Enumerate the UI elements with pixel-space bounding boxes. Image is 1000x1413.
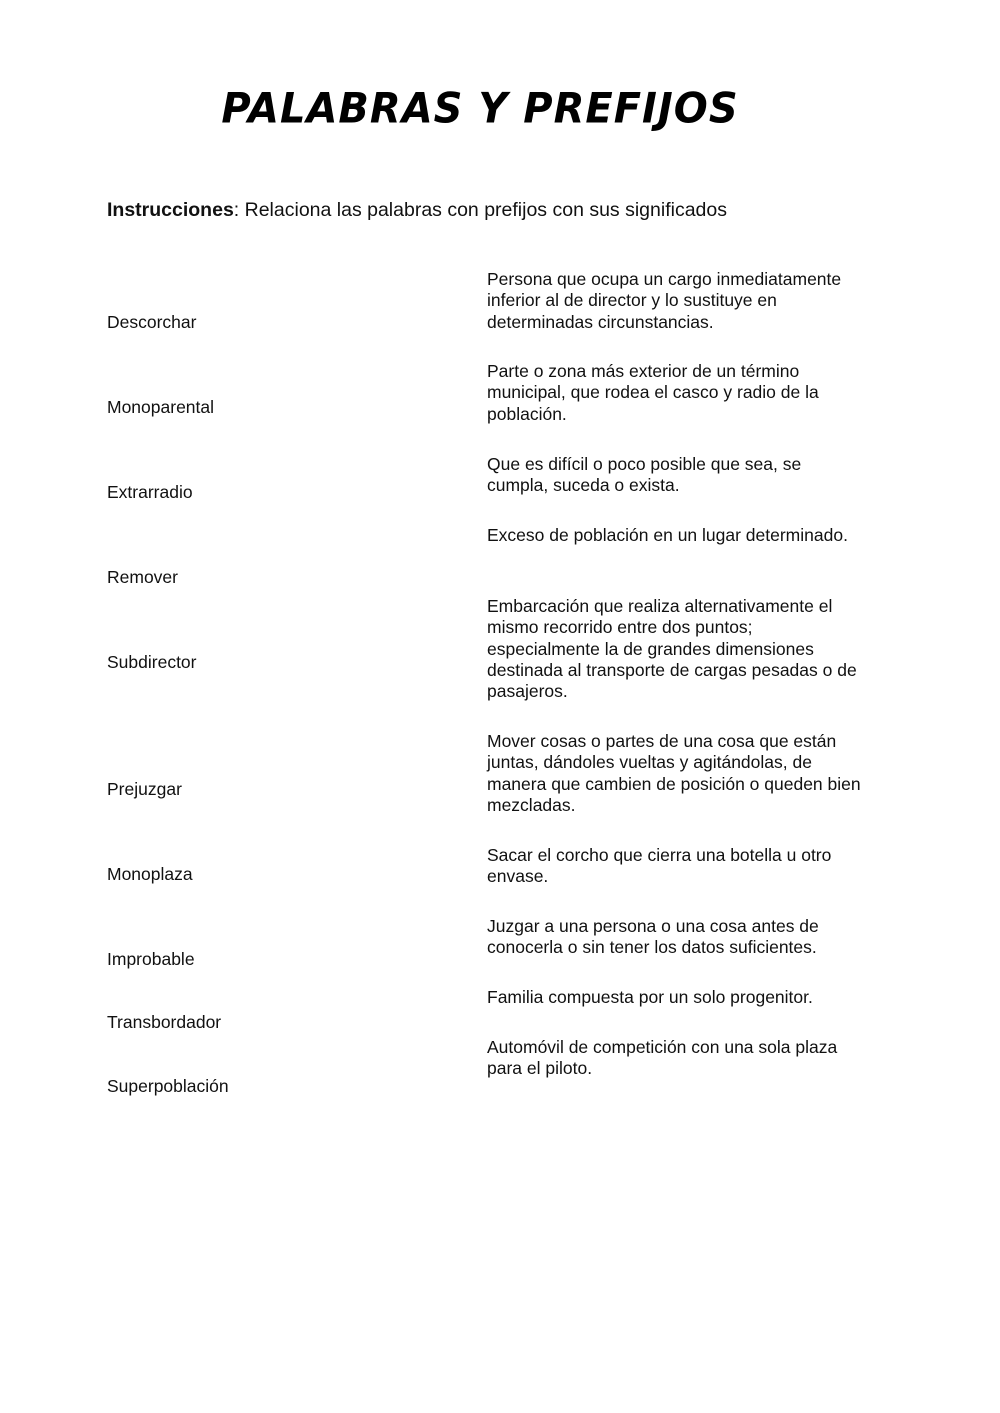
definition-item: Sacar el corcho que cierra una botella u otro envase.: [487, 845, 832, 887]
word-item: Remover: [107, 567, 178, 587]
definition-item: Automóvil de competición con una sola plaza para el piloto.: [487, 1037, 838, 1079]
word-item: Superpoblación: [107, 1076, 229, 1096]
instructions-text: : Relaciona las palabras con prefijos con sus significados: [233, 199, 727, 221]
definition-item: Juzgar a una persona o una cosa antes de conocerla o sin tener los datos suficientes.: [487, 916, 819, 958]
definition-item: Mover cosas o partes de una cosa que están juntas, dándoles vueltas y agitándolas, de manera que cambien de posición o queden bien mezcladas.: [487, 731, 861, 815]
word-item: Monoparental: [107, 397, 215, 417]
definition-item: Persona que ocupa un cargo inmediatamente inferior al de director y lo sustituye en determinadas circunstancias.: [487, 269, 842, 332]
page-title: PALABRAS Y PREFIJOS: [221, 84, 739, 134]
definition-item: Familia compuesta por un solo progenitor.: [487, 987, 813, 1007]
instructions: [107, 199, 727, 222]
definition-item: Que es difícil o poco posible que sea, se cumpla, suceda o exista.: [487, 454, 802, 496]
instructions-lead: Instrucciones: [107, 199, 234, 221]
definition-item: Embarcación que realiza alternativamente el mismo recorrido entre dos puntos; especialmente la de grandes dimensiones destinada al transporte de cargas pesadas o de pasajeros.: [487, 596, 857, 702]
word-item: Improbable: [107, 949, 195, 969]
word-item: Prejuzgar: [107, 779, 182, 799]
definition-item: Parte o zona más exterior de un término municipal, que rodea el casco y radio de la población.: [487, 361, 819, 424]
word-item: Extrarradio: [107, 482, 193, 502]
definition-item: Exceso de población en un lugar determinado.: [487, 525, 848, 545]
word-item: Subdirector: [107, 652, 197, 672]
word-item: Descorchar: [107, 312, 197, 332]
word-item: Monoplaza: [107, 864, 193, 884]
word-item: Transbordador: [107, 1012, 222, 1032]
